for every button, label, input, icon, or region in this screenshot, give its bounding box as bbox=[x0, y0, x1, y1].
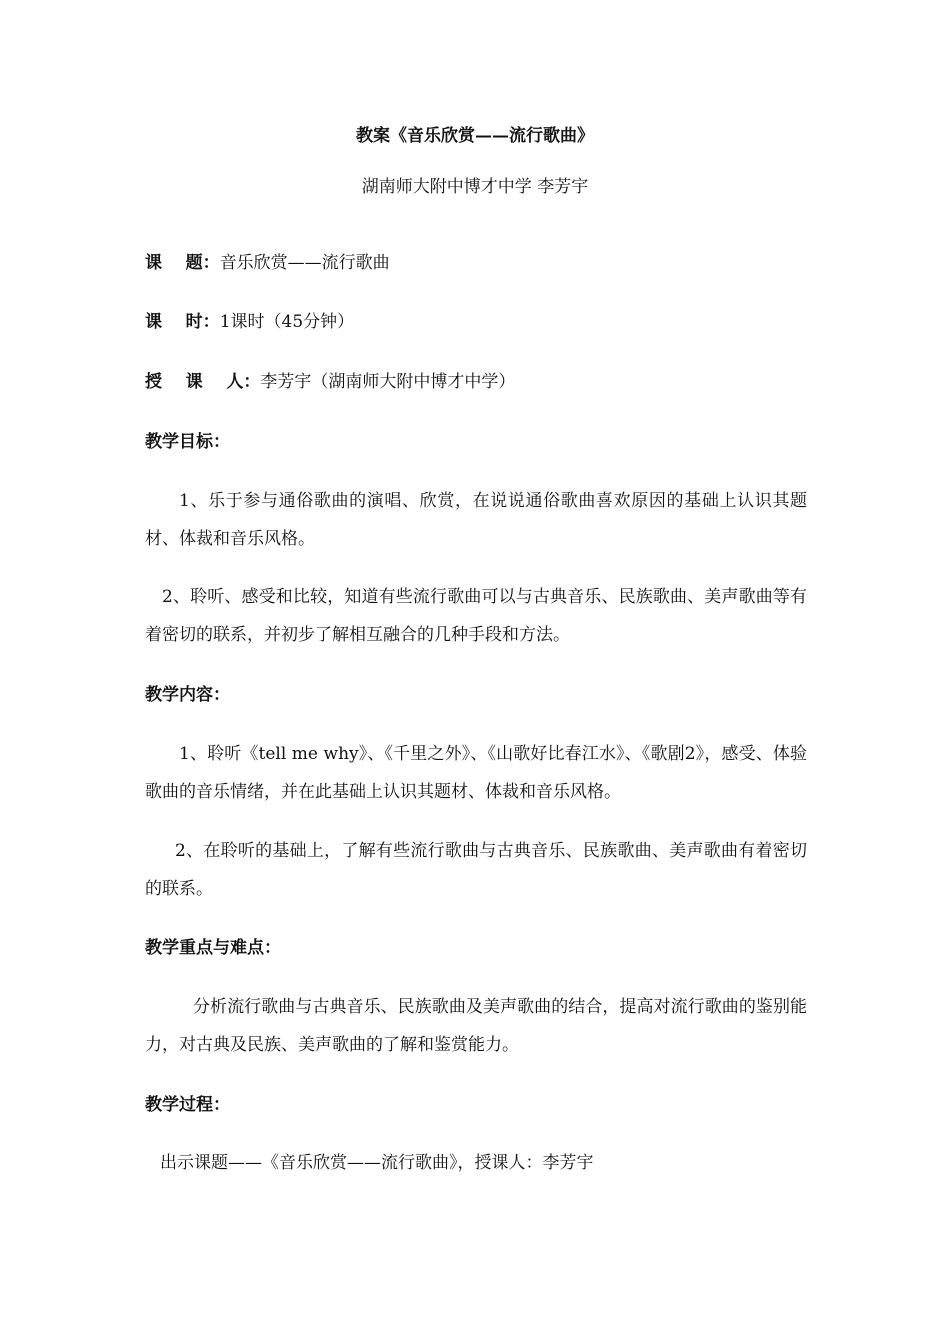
topic-line bbox=[145, 252, 390, 274]
teacher-line bbox=[145, 371, 515, 393]
topic-value: 音乐欣赏——流行歌曲 bbox=[219, 253, 390, 273]
key-points-heading: 教学重点与难点： bbox=[145, 938, 281, 958]
document-author: 湖南师大附中博才中学 李芳宇 bbox=[361, 177, 589, 197]
content-item-2: 2、在聆听的基础上，了解有些流行歌曲与古典音乐、民族歌曲、美声歌曲有着密切的联系。 bbox=[145, 841, 807, 899]
duration-value: 1课时（45分钟） bbox=[219, 312, 355, 332]
objectives-item-2: 2、聆听、感受和比较，知道有些流行歌曲可以与古典音乐、民族歌曲、美声歌曲等有着密切的联系，并初步了解相互融合的几种手段和方法。 bbox=[145, 587, 807, 645]
teacher-label: 授 课 人： bbox=[145, 372, 261, 392]
duration-line bbox=[145, 311, 354, 333]
document-title: 教案《音乐欣赏——流行歌曲》 bbox=[356, 126, 594, 146]
teacher-value: 李芳宇（湖南师大附中博才中学） bbox=[260, 372, 516, 392]
process-text: 出示课题——《音乐欣赏——流行歌曲》，授课人：李芳宇 bbox=[160, 1153, 594, 1173]
content-heading: 教学内容： bbox=[145, 685, 230, 705]
objectives-heading: 教学目标： bbox=[145, 432, 230, 452]
topic-label: 课 题： bbox=[145, 253, 220, 273]
duration-label: 课 时： bbox=[145, 312, 220, 332]
objectives-item-1: 1、乐于参与通俗歌曲的演唱、欣赏，在说说通俗歌曲喜欢原因的基础上认识其题材、体裁和音乐风格。 bbox=[145, 491, 807, 549]
key-points-text: 分析流行歌曲与古典音乐、民族歌曲及美声歌曲的结合，提高对流行歌曲的鉴别能力，对古典及民族、美声歌曲的了解和鉴赏能力。 bbox=[145, 997, 807, 1055]
content-item-1: 1、聆听《tell me why》、《千里之外》、《山歌好比春江水》、《歌剧2》，感受、体验歌曲的音乐情绪，并在此基础上认识其题材、体裁和音乐风格。 bbox=[145, 744, 807, 802]
process-heading: 教学过程： bbox=[145, 1095, 230, 1115]
